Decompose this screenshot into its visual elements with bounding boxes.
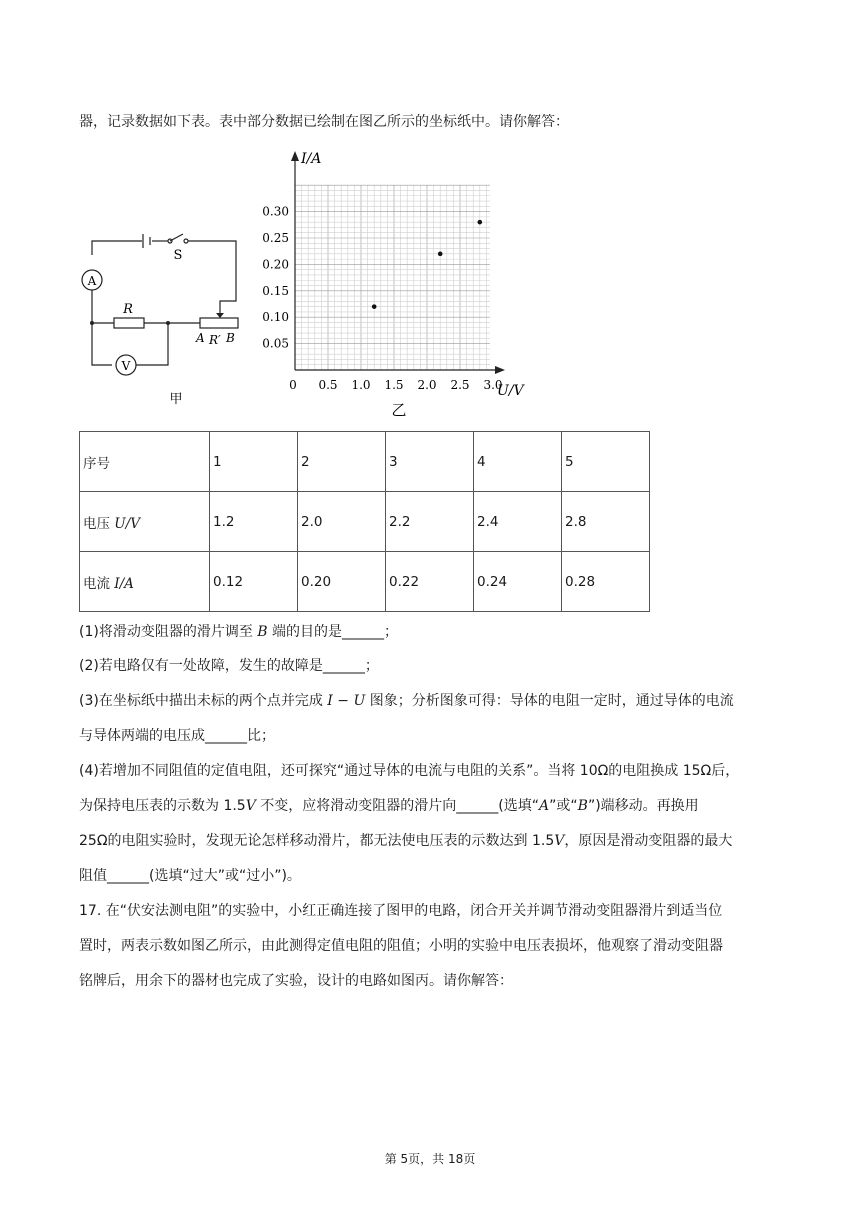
q4-text-c2: ，原因是滑动变阻器的最大	[564, 833, 733, 849]
junction-left	[90, 321, 94, 325]
resistor-r	[114, 318, 144, 328]
table-cell: 0.20	[298, 552, 386, 612]
y-tick-label: 0.20	[262, 257, 289, 272]
graph-axes	[295, 155, 500, 370]
table-cell: 3	[386, 432, 474, 492]
circuit-caption: 甲	[169, 392, 183, 407]
q4-text-b3: ”或“	[549, 798, 578, 814]
iu-graph	[255, 145, 545, 425]
header-voltage-text: 电压	[83, 515, 115, 532]
x-tick-label: 1.0	[351, 378, 371, 392]
rheostat-label-b: B	[226, 331, 235, 345]
table-cell: 0.12	[210, 552, 298, 612]
junction-right	[166, 321, 170, 325]
q4-text-b1: 为保持电压表的示数为 1.5	[79, 798, 246, 814]
wire-top-right	[188, 241, 236, 311]
table-row-voltage	[80, 492, 650, 552]
data-table	[79, 431, 650, 612]
graph-grid	[295, 185, 490, 370]
q4-var-v2: V	[554, 833, 565, 849]
y-tick-label: 0.05	[262, 336, 289, 351]
table-row-current	[80, 552, 650, 612]
y-tick-label: 0.30	[262, 204, 289, 219]
question-4-line-2	[79, 796, 699, 816]
table-cell: 4	[474, 432, 562, 492]
table-cell: 2.2	[386, 492, 474, 552]
rheostat-label-a: A	[196, 331, 205, 345]
question-1	[79, 622, 398, 642]
q4-text-b4: ”)端移动。再换用	[587, 798, 699, 814]
table-cell: 0.24	[474, 552, 562, 612]
q1-var: B	[257, 624, 268, 640]
table-cell: 1.2	[210, 492, 298, 552]
question-17-line-3: 铭牌后，用余下的器材也完成了实验，设计的电路如图丙。请你解答：	[79, 973, 513, 989]
wire-top-left	[92, 241, 142, 255]
q4-var-a: A	[539, 798, 550, 814]
x-axis-arrow	[495, 366, 505, 374]
q1-text-a: (1)将滑动变阻器的滑片调至	[79, 624, 258, 640]
data-point	[478, 220, 483, 225]
question-2: (2)若电路仅有一处故障，发生的故障是______；	[79, 658, 379, 674]
table-cell: 2.8	[562, 492, 650, 552]
x-axis-title: U/V	[497, 383, 524, 399]
y-tick-label: 0.25	[262, 231, 289, 245]
wire-voltmeter-right	[136, 323, 168, 365]
header-current-text: 电流	[83, 575, 115, 592]
rheostat-slider-arrow	[216, 313, 224, 318]
rheostat-label-r: R′	[209, 333, 221, 347]
question-3-line-1	[79, 691, 734, 711]
circuit-diagram	[70, 225, 250, 415]
data-point	[372, 304, 377, 309]
header-voltage	[80, 492, 210, 552]
x-tick-label: 1.5	[384, 378, 404, 392]
y-tick-label: 0.10	[262, 310, 289, 325]
x-tick-label: 0.5	[318, 378, 338, 392]
switch-contact-right	[184, 239, 188, 243]
question-4-line-4: 阻值______(选填“过大”或“过小”)。	[79, 868, 301, 884]
graph-caption: 乙	[391, 401, 407, 419]
q1-text-b: 端的目的是______；	[267, 624, 399, 640]
q3-var: I − U	[327, 693, 366, 709]
intro-text: 器，记录数据如下表。表中部分数据已绘制在图乙所示的坐标纸中。请你解答：	[79, 114, 569, 130]
table-cell: 1	[210, 432, 298, 492]
voltmeter-label: V	[121, 359, 131, 373]
resistor-label: R	[123, 302, 133, 317]
ammeter-label: A	[87, 274, 97, 288]
table-cell: 2.4	[474, 492, 562, 552]
q3-text-a: (3)在坐标纸中描出未标的两个点并完成	[79, 693, 328, 709]
question-4-line-1: (4)若增加不同阻值的定值电阻，还可探究“通过导体的电流与电阻的关系”。当将 10Ω的电阻换成 15Ω后，	[79, 763, 740, 779]
header-current-unit: I/A	[114, 575, 134, 592]
q4-var-b: B	[577, 798, 588, 814]
y-axis-title: I/A	[301, 151, 322, 167]
y-tick-label: 0.15	[262, 283, 289, 298]
table-cell: 2.0	[298, 492, 386, 552]
question-3-line-2: 与导体两端的电压成______比；	[79, 728, 275, 744]
switch-label: S	[173, 248, 183, 263]
table-row-index	[80, 432, 650, 492]
x-tick-label: 3.0	[483, 378, 503, 392]
wire-left	[92, 290, 112, 365]
table-cell: 0.22	[386, 552, 474, 612]
data-point	[438, 252, 443, 257]
question-4-line-3	[79, 831, 732, 851]
q4-var-v1: V	[245, 798, 256, 814]
switch-blade	[170, 234, 183, 241]
rheostat-body	[200, 318, 238, 328]
q4-text-c1: 25Ω的电阻实验时，发现无论怎样移动滑片，都无法使电压表的示数达到 1.5	[79, 833, 555, 849]
table-cell: 2	[298, 432, 386, 492]
header-current	[80, 552, 210, 612]
x-tick-label: 2.0	[417, 378, 437, 392]
header-voltage-unit: U/V	[114, 515, 140, 532]
q4-text-b2: 不变，应将滑动变阻器的滑片向______(选填“	[255, 798, 540, 814]
table-cell: 0.28	[562, 552, 650, 612]
origin-label: 0	[289, 378, 297, 392]
question-17-line-1: 17. 在“伏安法测电阻”的实验中，小红正确连接了图甲的电路，闭合开关并调节滑动变阻器滑片到适当位	[79, 903, 723, 919]
header-index: 序号	[80, 432, 210, 492]
table-cell: 5	[562, 432, 650, 492]
question-17-line-2: 置时，两表示数如图乙所示，由此测得定值电阻的阻值；小明的实验中电压表损坏，他观察了滑动变阻器	[79, 938, 723, 954]
q3-text-b: 图象；分析图象可得：导体的电阻一定时，通过导体的电流	[365, 693, 734, 709]
x-tick-label: 2.5	[450, 378, 470, 392]
page-footer: 第 5页，共 18页	[384, 1152, 476, 1166]
y-axis-arrow	[291, 151, 299, 161]
